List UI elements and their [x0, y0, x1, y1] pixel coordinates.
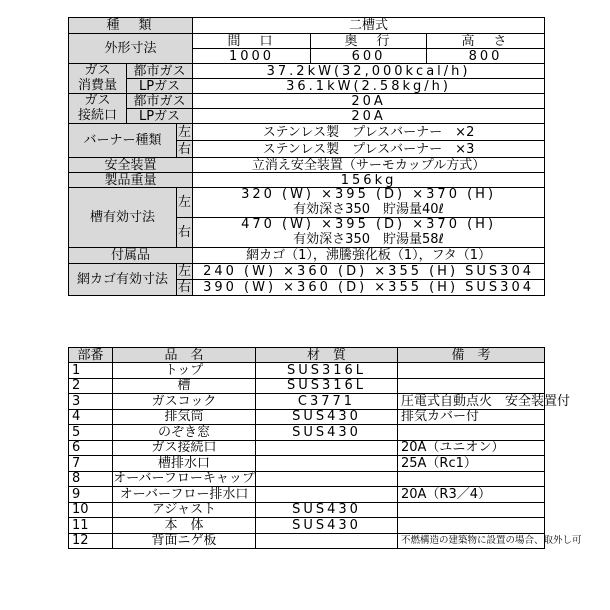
- conn-city-label: 都市ガス: [127, 94, 193, 109]
- table-row: [69, 394, 545, 410]
- parts-body: [69, 362, 582, 549]
- basket-right-label: 右: [178, 280, 192, 295]
- part-material: [256, 456, 398, 472]
- parts-header-name: 品 名: [113, 348, 256, 363]
- tank-left-capacity: 有効深さ350 貯湯量40ℓ: [293, 201, 444, 217]
- parts-header-no: 部番: [69, 348, 113, 363]
- part-material: [256, 471, 398, 487]
- parts-header-note: 備 考: [398, 348, 545, 363]
- part-note: [398, 471, 545, 487]
- part-number: 4: [69, 409, 113, 425]
- part-material: SUS430: [256, 425, 398, 441]
- part-number: 8: [69, 471, 113, 487]
- dim-header-height: 高 さ: [427, 34, 545, 49]
- table-row: [69, 378, 545, 394]
- type-label: 種 類: [69, 18, 193, 34]
- part-note: 排気カバー付: [398, 409, 545, 425]
- conn-city-value: 20A: [193, 94, 545, 109]
- part-number: 12: [69, 533, 113, 549]
- part-material: SUS430: [256, 409, 398, 425]
- part-note: 20A（ユニオン）: [398, 440, 545, 456]
- part-name: 本 体: [113, 518, 256, 534]
- table-row: [69, 456, 545, 472]
- gas-city-value: 37.2kW(32,000kcal/h): [193, 64, 545, 79]
- basket-left-value: 240 (W) ×360 (D) ×355 (H) SUS304: [193, 264, 545, 280]
- part-number: 7: [69, 456, 113, 472]
- tank-left-value: [193, 188, 545, 218]
- part-number: 9: [69, 487, 113, 503]
- part-material: SUS430: [256, 502, 398, 518]
- part-note: 圧電式自動点火 安全装置付: [398, 394, 545, 410]
- accessory-value: 網カゴ（1），沸騰強化板（1），フタ（1）: [193, 248, 545, 264]
- table-row: [69, 487, 545, 503]
- table-row: [69, 471, 545, 487]
- table-row: [69, 440, 545, 456]
- part-number: 6: [69, 440, 113, 456]
- part-number: 5: [69, 425, 113, 441]
- part-material: C3771: [256, 394, 398, 410]
- part-note: [398, 378, 545, 394]
- weight-label: 製品重量: [69, 173, 193, 188]
- part-number: 1: [69, 363, 113, 379]
- burner-right-value: ステンレス製 プレスバーナー ×3: [193, 141, 545, 158]
- safety-value: 立消え安全装置（サーモカップル方式）: [193, 158, 545, 173]
- tank-left-label: 左: [177, 188, 193, 218]
- part-note: 20A（R3／4）: [398, 487, 545, 503]
- part-note: [398, 425, 545, 441]
- safety-label: 安全装置: [69, 158, 193, 173]
- part-name: 背面ニゲ板: [113, 533, 256, 549]
- part-name: ガス接続口: [113, 440, 256, 456]
- part-note: [398, 518, 545, 534]
- basket-left-label: 左: [178, 264, 192, 279]
- spec-table: [68, 17, 545, 296]
- table-row: [69, 409, 545, 425]
- dim-value-width: 1000: [193, 49, 311, 64]
- dim-header-width: 間 口: [193, 34, 311, 49]
- part-number: 3: [69, 394, 113, 410]
- part-name: オーバーフロー排水口: [113, 487, 256, 503]
- part-name: 排気筒: [113, 409, 256, 425]
- gas-lp-value: 36.1kW(2.58kg/h): [193, 79, 545, 94]
- tank-right-label: 右: [177, 218, 193, 248]
- weight-value: 156kg: [193, 173, 545, 188]
- part-material: SUS316L: [256, 363, 398, 379]
- gas-conn-label: ガス 接続口: [69, 94, 127, 124]
- part-note: 不燃構造の建築物に設置の場合、取外し可: [398, 533, 545, 549]
- burner-left-label: 左: [178, 124, 192, 140]
- part-material: SUS316L: [256, 378, 398, 394]
- dim-label: 外形寸法: [69, 34, 193, 64]
- conn-lp-label: LPガス: [127, 109, 193, 124]
- part-number: 11: [69, 518, 113, 534]
- gas-lp-label: LPガス: [127, 79, 193, 94]
- part-material: SUS430: [256, 518, 398, 534]
- part-material: [256, 487, 398, 503]
- basket-right-value: 390 (W) ×360 (D) ×355 (H) SUS304: [193, 280, 545, 296]
- conn-lp-value: 20A: [193, 109, 545, 124]
- tank-right-value: [193, 218, 545, 248]
- part-name: 槽: [113, 378, 256, 394]
- dim-value-depth: 600: [311, 49, 427, 64]
- tank-label: 槽有効寸法: [69, 188, 177, 248]
- tank-right-capacity: 有効深さ350 貯湯量58ℓ: [293, 231, 444, 247]
- part-material: [256, 533, 398, 549]
- burner-left-value: ステンレス製 プレスバーナー ×2: [193, 124, 545, 141]
- parts-table: [68, 347, 582, 549]
- table-row: [69, 363, 545, 379]
- part-note: [398, 502, 545, 518]
- part-name: トップ: [113, 363, 256, 379]
- basket-label: 網カゴ有効寸法: [69, 264, 177, 296]
- type-value: 二槽式: [193, 18, 545, 34]
- table-row: [69, 425, 545, 441]
- dim-header-depth: 奥 行: [311, 34, 427, 49]
- part-note: 25A（Rc1）: [398, 456, 545, 472]
- table-row: [69, 533, 545, 549]
- burner-right-label: 右: [178, 141, 192, 157]
- burner-label: バーナー種類: [69, 124, 177, 158]
- part-material: [256, 440, 398, 456]
- part-name: オーバーフローキャップ: [113, 471, 255, 487]
- part-number: 10: [69, 502, 113, 518]
- parts-header-material: 材 質: [256, 348, 398, 363]
- part-note: [398, 363, 545, 379]
- tank-left-dimensions: 320 (W) ×395 (D) ×370 (H): [241, 187, 497, 203]
- part-name: アジャスト: [113, 502, 256, 518]
- tank-right-dimensions: 470 (W) ×395 (D) ×370 (H): [241, 217, 497, 233]
- gas-city-label: 都市ガス: [127, 64, 193, 79]
- part-name: 槽排水口: [113, 456, 256, 472]
- part-name: のぞき窓: [113, 425, 256, 441]
- table-row: [69, 518, 545, 534]
- part-name: ガスコック: [113, 394, 256, 410]
- gas-consumption-label: ガス 消費量: [69, 64, 127, 94]
- part-number: 2: [69, 378, 113, 394]
- accessory-label: 付属品: [69, 248, 193, 264]
- table-row: [69, 502, 545, 518]
- dim-value-height: 800: [427, 49, 545, 64]
